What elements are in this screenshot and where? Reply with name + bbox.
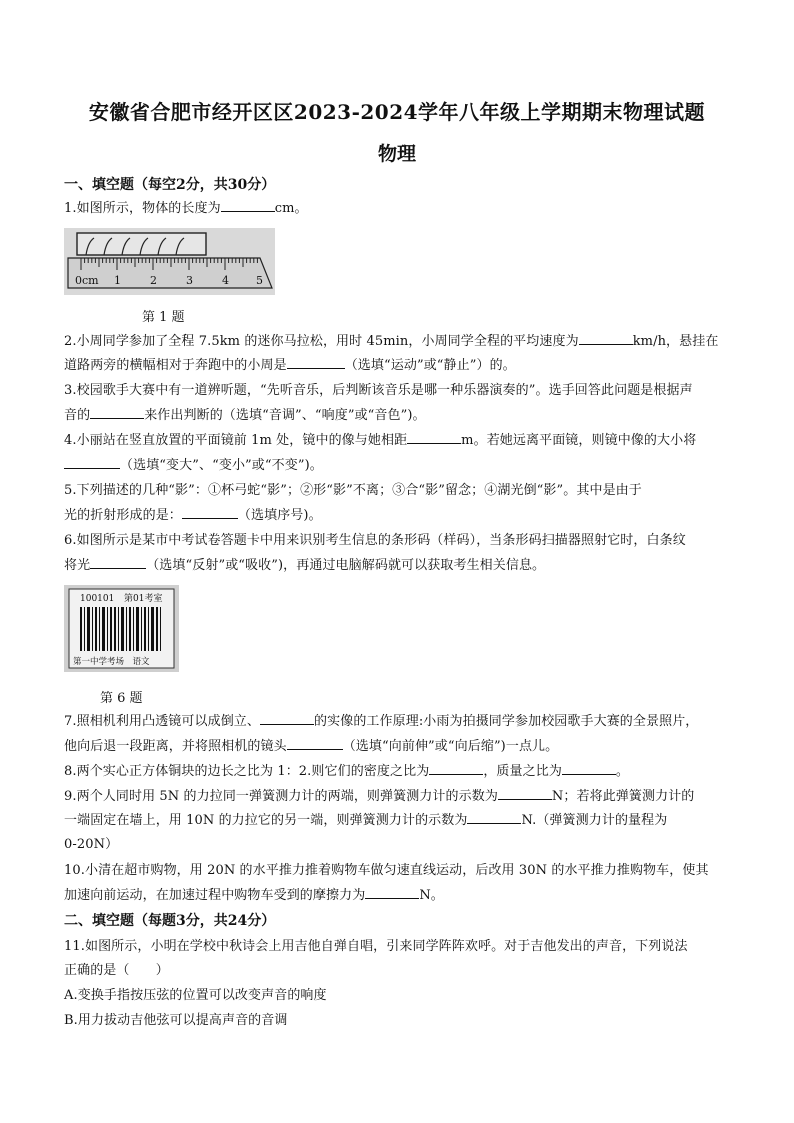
question-3-line-2 [64,406,732,426]
question-4-text: （选填“变大”、“变小”或“不变”)。 [120,458,323,473]
option-b[interactable]: B.用力拔动吉他弦可以提高声音的音调 [64,1013,288,1028]
question-2-text: 道路两旁的横幅相对于奔跑中的小周是 [64,358,287,373]
answer-blank[interactable] [182,506,238,519]
question-5-line-2 [64,506,732,526]
answer-blank[interactable] [429,762,483,775]
question-8-text: 8.两个实心正方体铜块的边长之比为 1：2.则它们的密度之比为 [64,764,430,779]
answer-blank[interactable] [260,712,314,725]
answer-blank[interactable] [90,556,146,569]
question-10-text: N。 [419,888,444,903]
question-6-text: （选填“反射”或“吸收”)，再通过电脑解码就可以获取考生相关信息。 [146,558,546,573]
figure-1-caption: 第 1 题 [142,310,185,325]
question-8-text: ，质量之比为 [483,764,562,779]
page-title: 安徽省合肥市经开区区2023-2024学年八年级上学期期末物理试题 [88,100,706,124]
question-6-text: 将光 [64,558,91,573]
question-3-text: 来作出判断的（选填“音调”、“响度”或“音色”)。 [144,408,426,423]
answer-blank[interactable] [287,356,345,369]
question-7-line-1 [64,712,732,732]
question-9-line-1 [64,787,732,807]
barcode-school: 第一中学考场 语文 [73,657,150,667]
question-7-text: （选填“向前伸”或“向后缩”)一点儿。 [342,739,559,754]
question-11-line-2: 正确的是（ ） [64,963,169,978]
ruler-label: 3 [186,274,193,287]
question-3-line-1: 3.校园歌手大赛中有一道辨听题，“先听音乐，后判断该音乐是哪一种乐器演奏的”。选手回答此问题是根据声 [64,383,693,398]
option-a[interactable]: A.变换手指按压弦的位置可以改变声音的响度 [64,988,327,1003]
question-4-line-1 [64,431,732,451]
question-2-line-1 [64,332,732,352]
question-6-line-2 [64,556,732,576]
answer-blank[interactable] [90,406,144,419]
question-1 [64,199,732,219]
answer-blank[interactable] [365,886,419,899]
question-9-line-2 [64,811,732,831]
question-4-text: 4.小丽站在竖直放置的平面镜前 1m 处，镜中的像与她相距 [64,433,408,448]
question-11-line-1: 11.如图所示，小明在学校中秋诗会上用吉他自弹自唱，引来同学阵阵欢呼。对于吉他发出的声音，下列说法 [64,939,688,954]
ruler-label: 4 [222,274,229,287]
answer-blank[interactable] [579,332,633,345]
question-1-text: 1.如图所示，物体的长度为 [64,201,221,216]
section-2-heading: 二、填空题（每题3分，共24分） [64,913,276,929]
barcode-number: 100101 [80,594,115,604]
answer-blank[interactable] [562,762,616,775]
section-1-heading: 一、填空题（每空2分，共30分） [64,177,276,193]
question-7-text: 的实像的工作原理:小雨为拍摄同学参加校园歌手大赛的全景照片， [314,714,699,729]
barcode-figure [64,585,179,672]
question-10-line-2 [64,886,732,906]
answer-blank[interactable] [221,199,275,212]
question-10-text: 加速向前运动，在加速过程中购物车受到的摩擦力为 [64,888,366,903]
answer-blank[interactable] [287,737,343,750]
question-9-text: 9.两个人同时用 5N 的力拉同一弹簧测力计的两端，则弹簧测力计的示数为 [64,789,498,804]
figure-6-caption: 第 6 题 [100,691,143,706]
question-5-line-1: 5.下列描述的几种“影”：①杯弓蛇“影”；②形“影”不离；③合“影”留念；④湖光倒“影”。其中是由于 [64,483,642,498]
question-2-text: （选填“运动”或“静止”）的。 [344,358,516,373]
question-9-text: 一端固定在墙上，用 10N 的力拉它的另一端，则弹簧测力计的示数为 [64,813,468,828]
answer-blank[interactable] [407,431,461,444]
ruler-label: 5 [256,274,263,287]
ruler-label: 2 [150,274,157,287]
question-5-text: 光的折射形成的是： [64,508,182,523]
barcode-room: 第01考室 [124,594,163,604]
question-6-line-1: 6.如图所示是某市中考试卷答题卡中用来识别考生信息的条形码（样码），当条形码扫描器照射它时，白条纹 [64,533,686,548]
question-2-text: 2.小周同学参加了全程 7.5km 的迷你马拉松，用时 45min，小周同学全程的平均速度为 [64,334,579,349]
question-10-line-1: 10.小清在超市购物，用 20N 的水平推力推着购物车做匀速直线运动，后改用 30N 的水平推力推购物车，使其 [64,863,709,878]
question-5-text: （选填序号)。 [237,508,322,523]
question-2-line-2 [64,356,732,376]
question-1-unit: cm。 [274,201,308,216]
question-9-line-3: 0-20N） [64,837,119,852]
ruler-figure [64,228,275,295]
question-8-text: 。 [615,764,630,779]
question-7-text: 他向后退一段距离，并将照相机的镜头 [64,739,287,754]
question-7-text: 7.照相机利用凸透镜可以成倒立、 [64,714,261,729]
ruler-label: 1 [114,274,121,287]
question-4-text: m。若她远离平面镜，则镜中像的大小将 [461,433,697,448]
answer-blank[interactable] [498,787,552,800]
ruler-label: 0cm [75,274,99,287]
answer-blank[interactable] [467,811,521,824]
question-9-text: N.（弹簧测力计的量程为 [521,813,668,828]
question-2-text: km/h，悬挂在 [632,334,719,349]
question-8 [64,762,732,782]
question-9-text: N；若将此弹簧测力计的 [551,789,695,804]
subject-title: 物理 [377,143,416,165]
question-3-text: 音的 [64,408,91,423]
question-7-line-2 [64,737,732,757]
question-4-line-2 [64,456,732,476]
answer-blank[interactable] [64,456,120,469]
